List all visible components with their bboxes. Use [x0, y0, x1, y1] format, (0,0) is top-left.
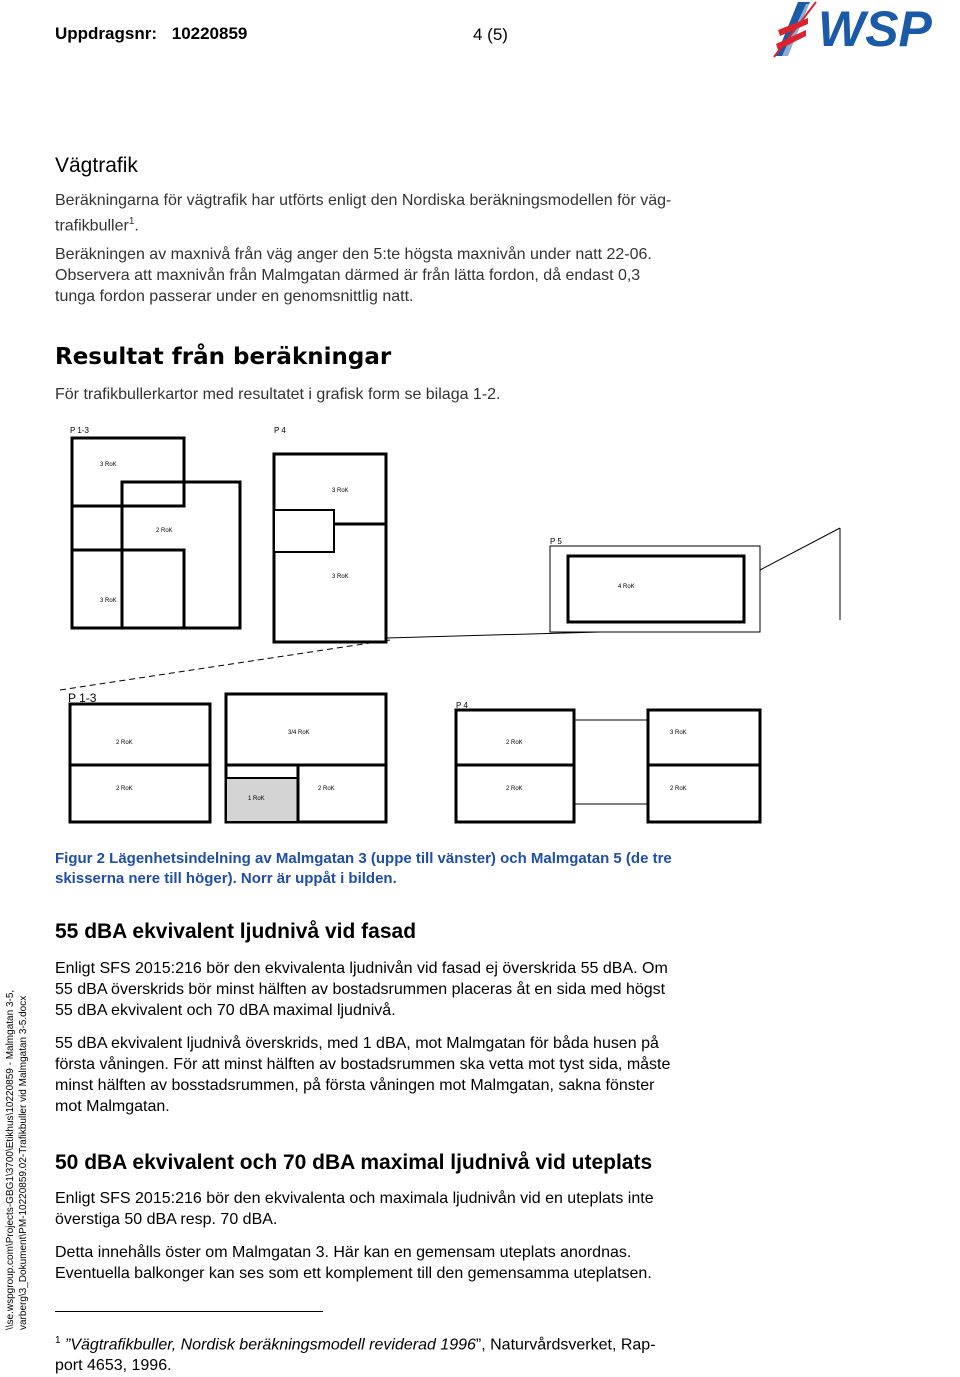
room-label: 2 RoK: [116, 786, 133, 792]
vagtrafik-paragraph-1: [55, 190, 775, 236]
footnote-line2: port 4653, 1996.: [55, 1357, 172, 1375]
caption-line2: skisserna nere till höger). Norr är uppåt i bilden.: [55, 870, 397, 887]
room-label: 1 RoK: [248, 796, 265, 802]
footnote-ref: 1: [128, 216, 135, 227]
p2-line2: Observera att maxnivån från Malmgatan därmed är från lätta fordon, då endast 0,3: [55, 267, 641, 284]
section-title-resultat: Resultat från beräkningar: [55, 344, 392, 370]
label-p5: P 5: [550, 537, 562, 546]
section-title-55dba: 55 dBA ekvivalent ljudnivå vid fasad: [55, 920, 417, 943]
55dba-paragraph-2: [55, 1033, 775, 1117]
label-p4-bottom: P 4: [456, 701, 468, 710]
floor-plan-figure: [60, 420, 960, 830]
p-line: minst hälften av bosstadsrummen, på första våningen mot Malmgatan, sakna fönster: [55, 1077, 655, 1094]
file-path-sidebar: [4, 930, 30, 1330]
footnote: [55, 1330, 775, 1376]
room-label: 2 RoK: [506, 740, 523, 746]
p2-line1: Beräkningen av maxnivå från väg anger den 5:te högsta maxnivån under natt 22-06.: [55, 246, 652, 263]
55dba-paragraph-1: [55, 958, 775, 1021]
room-label: 3/4 RoK: [288, 730, 310, 736]
label-p13-top: P 1-3: [70, 426, 89, 435]
p-line: Detta innehålls öster om Malmgatan 3. Här kan en gemensam uteplats anordnas.: [55, 1244, 632, 1261]
room-label: 3 RoK: [332, 574, 349, 580]
room-label: 4 RoK: [618, 584, 635, 590]
p-line: första våningen. För att minst hälften av bostadsrummen ska vetta mot tyst sida, måste: [55, 1056, 671, 1073]
file-path-line2: varberg\3_Dokument\PM-10220859.02-Trafikbuller vid Malmgatan 3-5.docx: [18, 995, 29, 1330]
label-p4-top: P 4: [274, 426, 286, 435]
resultat-text: För trafikbullerkartor med resultatet i grafisk form se bilaga 1-2.: [55, 386, 501, 403]
section-title-vagtrafik: Vägtrafik: [55, 154, 138, 177]
room-label: 3 RoK: [100, 598, 117, 604]
p-line: Eventuella balkonger kan ses som ett komplement till den gemensamma uteplatsen.: [55, 1265, 652, 1282]
p-line: överstiga 50 dBA resp. 70 dBA.: [55, 1211, 278, 1228]
file-path-line1: \\se.wspgroup.com\Projects-GBG1\3700\Etikhus\10220859 - Malmgatan 3-5,: [5, 989, 16, 1330]
footnote-title: ”Vägtrafikbuller, Nordisk beräkningsmodell reviderad 1996: [65, 1336, 476, 1354]
wsp-logo: [772, 0, 960, 60]
label-p13-bottom: P 1-3: [68, 691, 97, 705]
p-line: Enligt SFS 2015:216 bör den ekvivalenta och maximala ljudnivån vid en uteplats inte: [55, 1190, 654, 1207]
footnote-rest: ”, Naturvårdsverket, Rap-: [475, 1336, 656, 1354]
p-line: 55 dBA ekvivalent och 70 dBA maximal ljudnivå.: [55, 1002, 396, 1019]
assignment-number: 10220859: [171, 24, 248, 43]
caption-line1: Figur 2 Lägenhetsindelning av Malmgatan 3 (uppe till vänster) och Malmgatan 5 (de tre: [55, 850, 672, 867]
p-line: mot Malmgatan.: [55, 1098, 170, 1115]
assignment-label-text: Uppdragsnr:: [55, 24, 157, 43]
room-label: 2 RoK: [156, 528, 173, 534]
50dba-paragraph-1: [55, 1188, 775, 1230]
room-label: 3 RoK: [100, 462, 117, 468]
p1-line2-text: trafikbuller: [55, 217, 129, 235]
p1-end: .: [134, 217, 139, 235]
50dba-paragraph-2: [55, 1242, 775, 1284]
logo-text: WSP: [818, 1, 932, 57]
p-line: 55 dBA ekvivalent ljudnivå överskrids, med 1 dBA, mot Malmgatan för båda husen på: [55, 1035, 659, 1052]
p-line: Enligt SFS 2015:216 bör den ekvivalenta ljudnivån vid fasad ej överskrida 55 dBA. Om: [55, 960, 668, 977]
footnote-marker: 1: [55, 1335, 61, 1346]
room-label: 2 RoK: [670, 786, 687, 792]
room-label: 3 RoK: [332, 488, 349, 494]
section-title-50dba: 50 dBA ekvivalent och 70 dBA maximal ljudnivå vid uteplats: [55, 1151, 653, 1174]
p1-line1: Beräkningarna för vägtrafik har utförts enligt den Nordiska beräkningsmodellen för väg-: [55, 192, 672, 209]
room-label: 2 RoK: [506, 786, 523, 792]
vagtrafik-paragraph-2: [55, 244, 775, 307]
room-label: 2 RoK: [318, 786, 335, 792]
page-number: 4 (5): [473, 25, 508, 44]
footnote-separator: [55, 1311, 323, 1312]
room-label: 2 RoK: [116, 740, 133, 746]
p2-line3: tunga fordon passerar under en genomsnittlig natt.: [55, 288, 414, 305]
p-line: 55 dBA överskrids bör minst hälften av bostadsrummen placeras åt en sida med högst: [55, 981, 666, 998]
room-label: 3 RoK: [670, 730, 687, 736]
p1-line2: [55, 211, 775, 236]
footnote-line1: [55, 1330, 775, 1355]
wsp-logo-icon: [772, 0, 960, 60]
assignment-label: [55, 24, 247, 44]
floor-plan-sketch: [60, 420, 960, 830]
figure-caption: [55, 849, 775, 889]
